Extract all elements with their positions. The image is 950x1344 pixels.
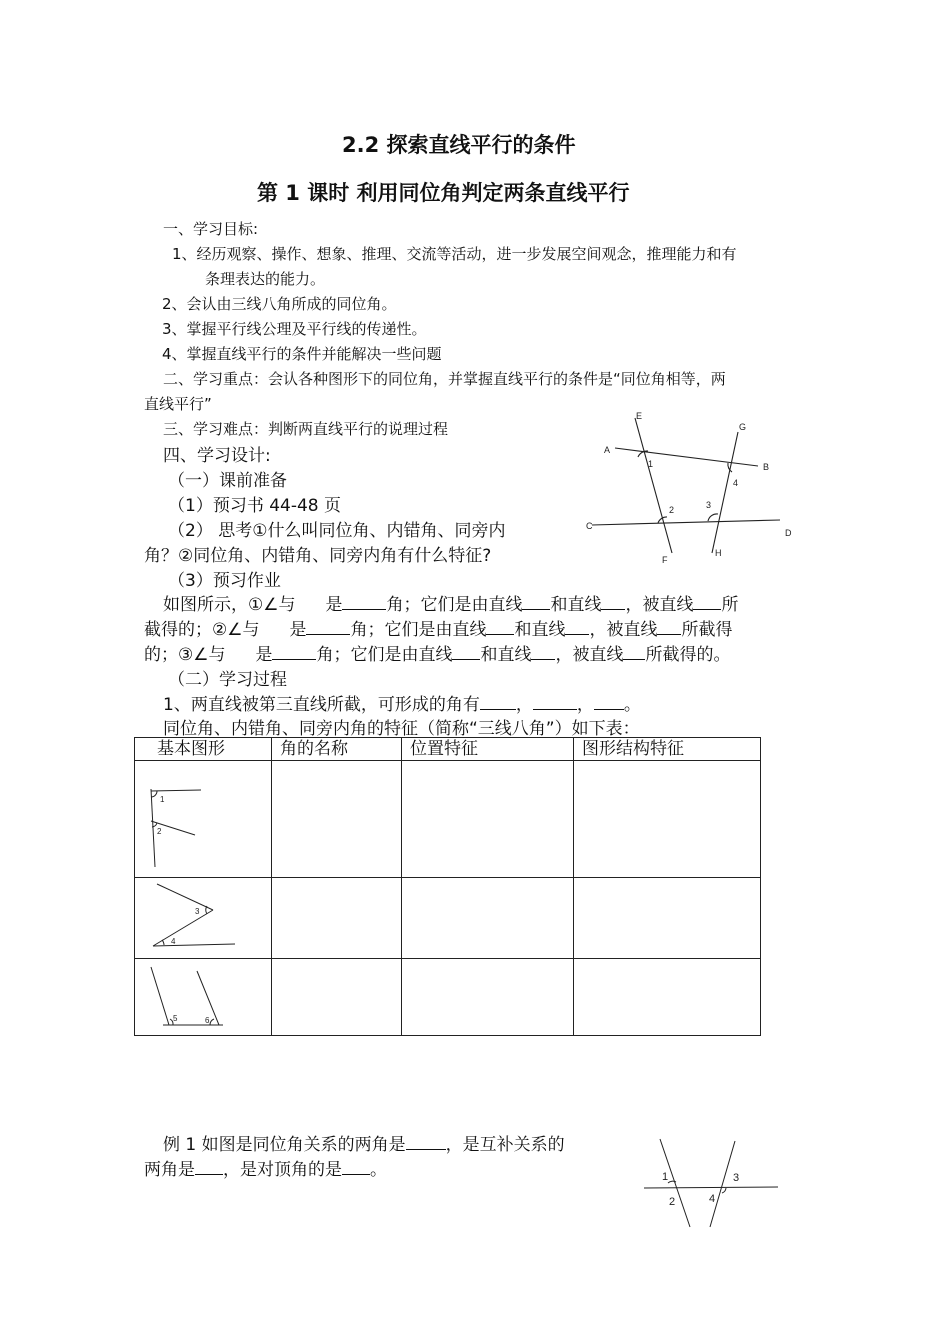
- fig-label: 2: [669, 1196, 676, 1208]
- answer-cell[interactable]: [402, 959, 574, 1036]
- objective-4: 4、掌握直线平行的条件并能解决一些问题: [162, 345, 442, 363]
- objective-3: 3、掌握平行线公理及平行线的传递性。: [162, 320, 427, 338]
- table-row: [135, 959, 761, 1036]
- fig-label: 3: [195, 907, 200, 916]
- fig-label: 4: [171, 937, 176, 946]
- line-cd: [592, 520, 780, 525]
- homework-line3: 的；③∠与 是 角；它们是由直线 和直线 ，被直线 所截得的。: [144, 645, 731, 665]
- question-1: 1、两直线被第三直线所截，可形成的角有 ， ， 。: [163, 695, 641, 715]
- fig-label: A: [604, 445, 611, 455]
- design-heading: 四、学习设计:: [163, 446, 271, 466]
- objective-2: 2、会认由三线八角所成的同位角。: [162, 295, 397, 313]
- table-intro: 同位角、内错角、同旁内角的特征（简称“三线八角”）如下表：: [163, 719, 640, 739]
- fig-label: 6: [205, 1016, 210, 1025]
- fig-label: 3: [706, 500, 712, 510]
- fig-label: 1: [662, 1171, 669, 1183]
- answer-blank[interactable]: [486, 620, 514, 635]
- answer-cell[interactable]: [272, 761, 402, 878]
- fig-label: H: [715, 548, 722, 558]
- fig-label: 3: [733, 1172, 740, 1184]
- answer-blank[interactable]: [594, 695, 624, 710]
- fig-label: C: [586, 521, 593, 531]
- answer-blank[interactable]: [306, 620, 350, 635]
- example-figure: [640, 1135, 785, 1230]
- answer-blank[interactable]: [452, 645, 480, 660]
- difficulty: 三、学习难点：判断两直线平行的说理过程: [163, 420, 449, 438]
- features-table: [134, 737, 761, 1036]
- table-row: [135, 761, 761, 878]
- think-line1: （2） 思考①什么叫同位角、内错角、同旁内: [168, 521, 506, 541]
- objectives-heading: 一、学习目标:: [163, 220, 259, 238]
- answer-blank[interactable]: [565, 620, 589, 635]
- fig-label: 2: [669, 505, 675, 515]
- line-gh: [712, 432, 738, 553]
- answer-cell[interactable]: [402, 878, 574, 959]
- objective-1-line2: 条理表达的能力。: [205, 270, 326, 288]
- answer-blank[interactable]: [657, 620, 681, 635]
- answer-blank[interactable]: [480, 695, 516, 710]
- answer-blank[interactable]: [195, 1160, 223, 1175]
- think-line2: 角？②同位角、内错角、同旁内角有什么特征?: [144, 546, 492, 566]
- key-point-line2: 直线平行”: [144, 395, 212, 413]
- line-ef: [635, 418, 675, 553]
- figure-same-side: [135, 959, 255, 1031]
- table-header: 位置特征: [402, 738, 574, 761]
- answer-cell[interactable]: [272, 878, 402, 959]
- preview-task: （1）预习书 44-48 页: [168, 496, 342, 516]
- figure-alternate: [135, 878, 255, 954]
- answer-cell[interactable]: [574, 959, 761, 1036]
- answer-blank[interactable]: [693, 595, 721, 610]
- table-header-row: [135, 738, 761, 761]
- basic-figure-cell: [135, 878, 272, 959]
- fig-label: F: [662, 555, 668, 565]
- table-row: [135, 878, 761, 959]
- answer-blank[interactable]: [342, 1160, 370, 1175]
- page-subtitle: 第 1 课时 利用同位角判定两条直线平行: [257, 181, 630, 205]
- answer-blank[interactable]: [623, 645, 645, 660]
- table-header: 角的名称: [272, 738, 402, 761]
- basic-figure-cell: [135, 761, 272, 878]
- homework-line1: 如图所示，①∠与 是 角；它们是由直线 和直线 ，被直线 所: [163, 595, 739, 615]
- page-title: 2.2 探索直线平行的条件: [342, 133, 576, 157]
- pre-heading: （一）课前准备: [168, 471, 287, 491]
- fig-label: 4: [709, 1193, 716, 1205]
- fig-label: D: [785, 528, 792, 538]
- basic-figure-cell: [135, 959, 272, 1036]
- fig-label: E: [636, 411, 643, 421]
- answer-cell[interactable]: [574, 878, 761, 959]
- figure-corresponding: [135, 761, 255, 873]
- fig-label: B: [763, 462, 770, 472]
- answer-blank[interactable]: [533, 695, 577, 710]
- answer-blank[interactable]: [406, 1135, 446, 1150]
- key-point-line1: 二、学习重点：会认各种图形下的同位角，并掌握直线平行的条件是“同位角相等，两: [163, 370, 726, 388]
- fig-label: 1: [648, 459, 654, 469]
- fig-label: 1: [160, 795, 165, 804]
- homework-heading: （3）预习作业: [168, 571, 281, 591]
- answer-cell[interactable]: [272, 959, 402, 1036]
- answer-blank[interactable]: [522, 595, 550, 610]
- answer-cell[interactable]: [402, 761, 574, 878]
- example-line2: 两角是 ，是对顶角的是 。: [144, 1160, 387, 1180]
- table-header: 基本图形: [135, 738, 272, 761]
- process-heading: （二）学习过程: [168, 670, 287, 690]
- answer-blank[interactable]: [601, 595, 625, 610]
- objective-1-line1: 1、经历观察、操作、想象、推理、交流等活动，进一步发展空间观念，推理能力和有: [172, 245, 737, 263]
- fig-label: G: [739, 422, 747, 432]
- fig-label: 5: [173, 1014, 178, 1023]
- example-line1: 例 1 如图是同位角关系的两角是 ，是互补关系的: [163, 1135, 565, 1155]
- line-ab: [615, 448, 758, 466]
- answer-blank[interactable]: [531, 645, 555, 660]
- answer-blank[interactable]: [272, 645, 316, 660]
- table-header: 图形结构特征: [574, 738, 761, 761]
- fig-label: 2: [157, 827, 162, 836]
- homework-line2: 截得的；②∠与 是 角；它们是由直线 和直线 ，被直线 所截得: [144, 620, 733, 640]
- fig-label: 4: [733, 478, 739, 488]
- answer-blank[interactable]: [342, 595, 386, 610]
- main-figure: [580, 405, 810, 570]
- answer-cell[interactable]: [574, 761, 761, 878]
